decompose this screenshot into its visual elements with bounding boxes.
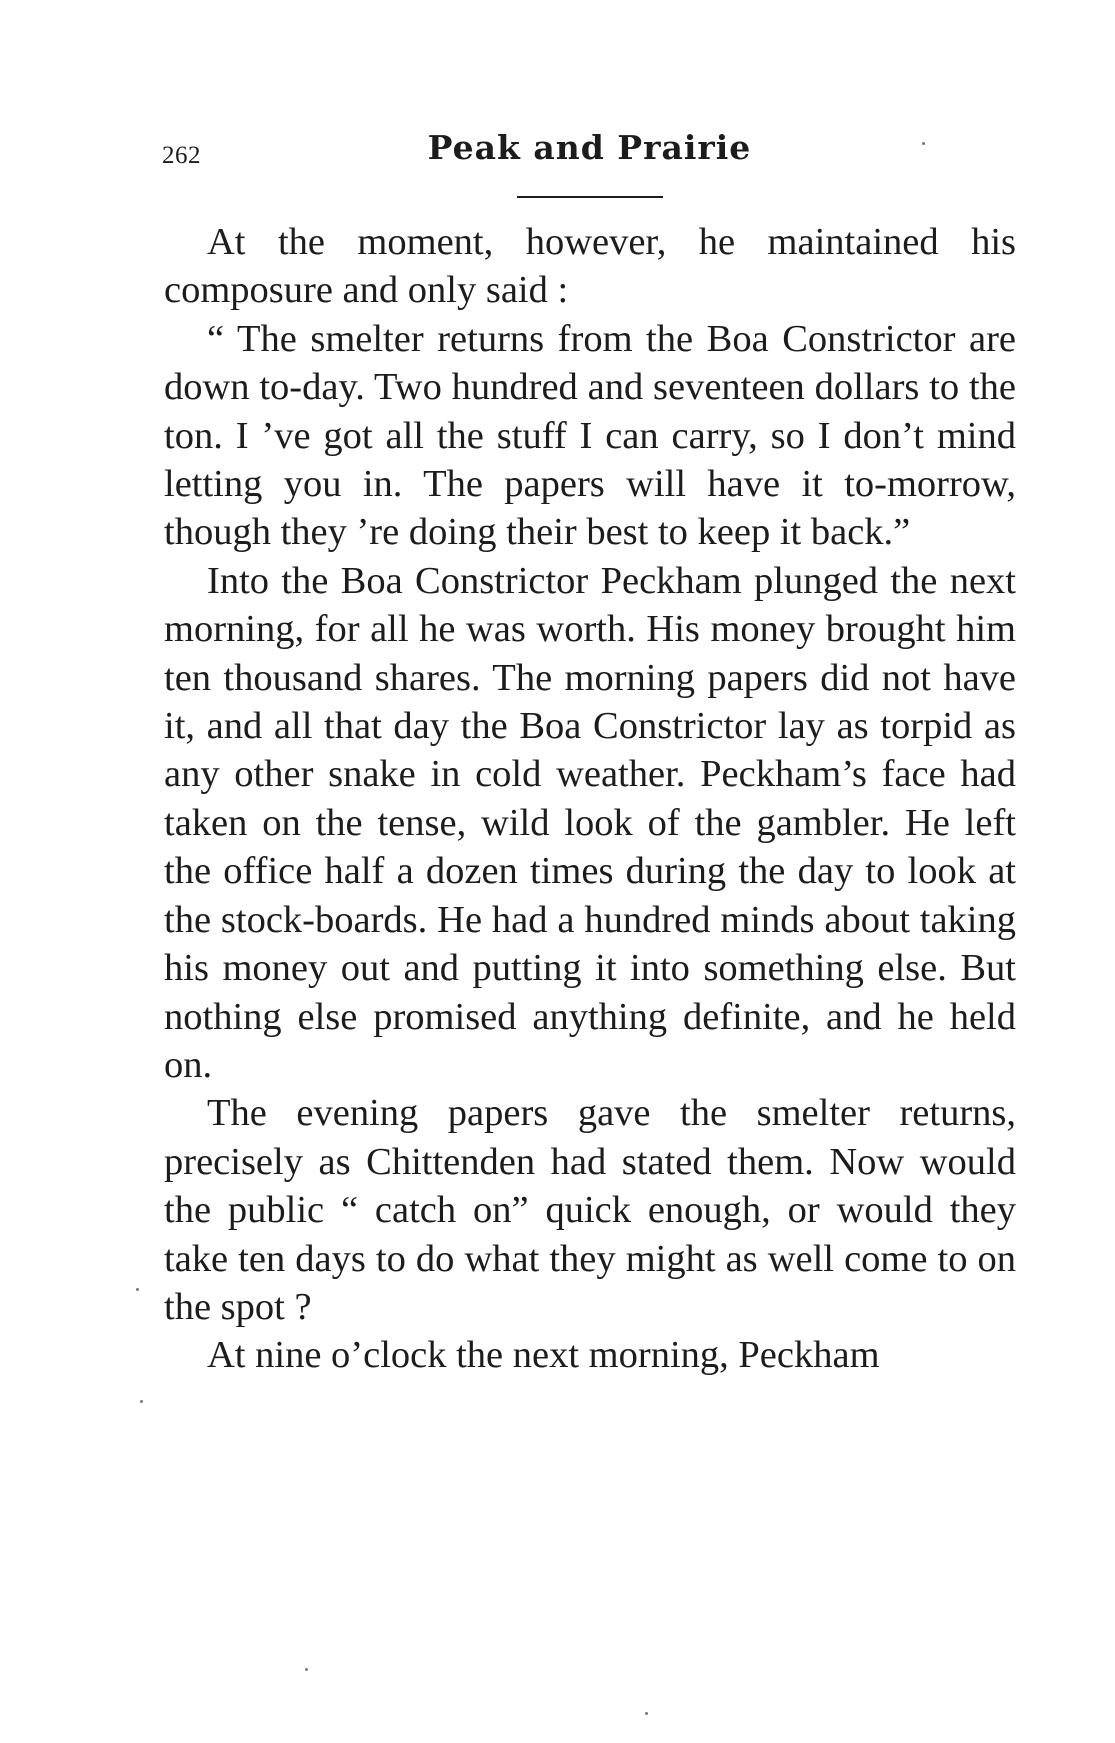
paragraph-1: At the moment, however, he maintained his composure and only said : [164,221,1016,312]
paper-speck [140,1400,143,1403]
paragraph-4: The evening papers gave the smelter returns, precisely as Chittenden had stated them. Now would the public “ catch on” quick enough, or would they take ten days to do what they might as well come to on the spot ? [164,1092,1016,1328]
paper-speck [645,1712,648,1715]
paragraph-2: “ The smelter returns from the Boa Constrictor are down to-day. Two hundred and seventeen dollars to the ton. I ’ve got all the stuff I can carry, so I don’t mind letting you in. The papers will have it to-morrow, though they ’re doing their best to keep it back.” [164,317,1016,554]
page-header [162,128,1017,178]
header-rule [517,196,663,198]
paper-speck [136,1288,139,1291]
body-text [164,218,1016,1380]
paper-speck [922,142,925,145]
running-title: Peak and Prairie [427,128,752,167]
page-number: 262 [162,142,201,169]
paragraph-3: Into the Boa Constrictor Peckham plunged the next morning, for all he was worth. His money brought him ten thousand shares. The morning papers did not have it, and all that day the Boa Constrictor lay as torpid as any other snake in cold weather. Peckham’s face had taken on the tense, wild look of the gambler. He left the office half a dozen times during the day to look at the stock-boards. He had a hundred minds about taking his money out and putting it into something else. But nothing else promised anything definite, and he held on. [164,559,1016,1086]
paragraph-5: At nine o’clock the next morning, Peckham [207,1334,880,1377]
paper-speck [305,1668,308,1671]
